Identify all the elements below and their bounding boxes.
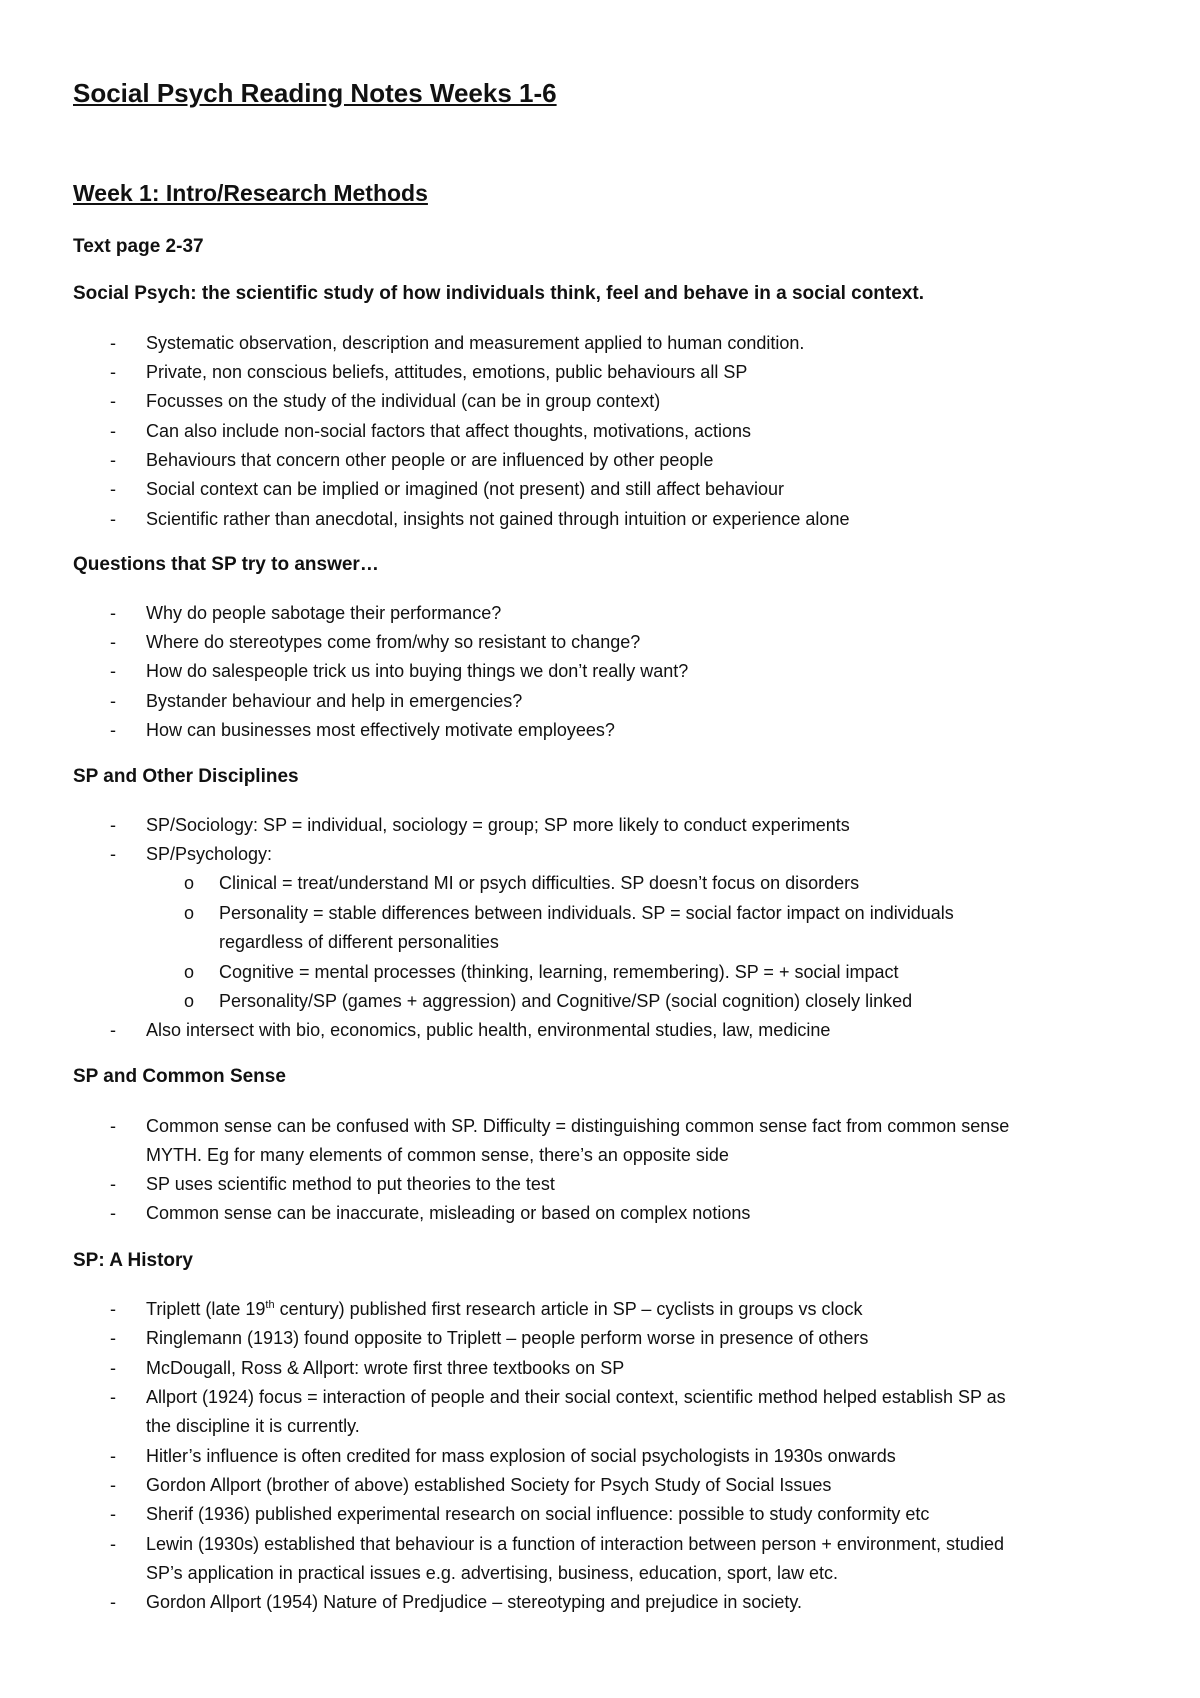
bullet-circle: o bbox=[184, 873, 195, 893]
bullet-dash: - bbox=[110, 1387, 116, 1407]
list-item: SP/Psychology: bbox=[146, 844, 273, 864]
list-item-continuation: MYTH. Eg for many elements of common sense, there’s an opposite side bbox=[146, 1145, 729, 1165]
list-item: Lewin (1930s) established that behaviour is a function of interaction between person + environment, studied bbox=[146, 1534, 1005, 1554]
bullet-dash: - bbox=[110, 509, 116, 529]
list-item: Common sense can be confused with SP. Difficulty = distinguishing common sense fact from common sense bbox=[146, 1116, 1010, 1136]
week-1-heading: Week 1: Intro/Research Methods bbox=[73, 180, 428, 206]
list-item: Can also include non-social factors that affect thoughts, motivations, actions bbox=[146, 421, 752, 441]
bullet-circle: o bbox=[184, 962, 195, 982]
text-page-reference: Text page 2-37 bbox=[73, 236, 204, 257]
triplett-text-end: century) published first research article in SP – cyclists in groups vs clock bbox=[274, 1299, 863, 1319]
list-item: Systematic observation, description and measurement applied to human condition. bbox=[146, 333, 805, 353]
bullet-dash: - bbox=[110, 815, 116, 835]
list-item: SP/Sociology: SP = individual, sociology = group; SP more likely to conduct experiments bbox=[146, 815, 850, 835]
bullet-dash: - bbox=[110, 1504, 116, 1524]
sub-list-item: Cognitive = mental processes (thinking, learning, remembering). SP = + social impact bbox=[219, 962, 899, 982]
definition-heading: Social Psych: the scientific study of how individuals think, feel and behave in a social context. bbox=[73, 283, 924, 304]
list-item-continuation: the discipline it is currently. bbox=[146, 1416, 360, 1436]
list-item-continuation: SP’s application in practical issues e.g. advertising, business, education, sport, law etc. bbox=[146, 1563, 839, 1583]
bullet-dash: - bbox=[110, 391, 116, 411]
list-item: Where do stereotypes come from/why so resistant to change? bbox=[146, 632, 641, 652]
history-heading: SP: A History bbox=[73, 1250, 194, 1271]
list-item: Allport (1924) focus = interaction of people and their social context, scientific method helped establish SP as bbox=[146, 1387, 1006, 1407]
list-item: SP uses scientific method to put theories to the test bbox=[146, 1174, 555, 1194]
bullet-dash: - bbox=[110, 1020, 116, 1040]
list-item: How do salespeople trick us into buying things we don’t really want? bbox=[146, 661, 689, 681]
bullet-dash: - bbox=[110, 661, 116, 681]
bullet-dash: - bbox=[110, 1534, 116, 1554]
bullet-dash: - bbox=[110, 450, 116, 470]
list-item: Hitler’s influence is often credited for mass explosion of social psychologists in 1930s onwards bbox=[146, 1446, 896, 1466]
list-item: Behaviours that concern other people or are influenced by other people bbox=[146, 450, 714, 470]
list-item: Gordon Allport (1954) Nature of Predjudice – stereotyping and prejudice in society. bbox=[146, 1592, 803, 1612]
bullet-dash: - bbox=[110, 691, 116, 711]
bullet-dash: - bbox=[110, 1446, 116, 1466]
bullet-dash: - bbox=[110, 1116, 116, 1136]
bullet-dash: - bbox=[110, 632, 116, 652]
bullet-dash: - bbox=[110, 844, 116, 864]
list-item: Scientific rather than anecdotal, insights not gained through intuition or experience alone bbox=[146, 509, 850, 529]
document-title: Social Psych Reading Notes Weeks 1-6 bbox=[73, 78, 557, 108]
list-item: Common sense can be inaccurate, misleading or based on complex notions bbox=[146, 1203, 751, 1223]
list-item: Social context can be implied or imagined (not present) and still affect behaviour bbox=[146, 479, 785, 499]
sub-list-item: Personality = stable differences between individuals. SP = social factor impact on individuals bbox=[219, 903, 954, 923]
bullet-dash: - bbox=[110, 1299, 116, 1319]
bullet-dash: - bbox=[110, 603, 116, 623]
sub-list-item: Clinical = treat/understand MI or psych difficulties. SP doesn’t focus on disorders bbox=[219, 873, 860, 893]
list-item: Ringlemann (1913) found opposite to Triplett – people perform worse in presence of others bbox=[146, 1328, 869, 1348]
common-sense-heading: SP and Common Sense bbox=[73, 1066, 286, 1087]
bullet-dash: - bbox=[110, 1203, 116, 1223]
sub-list-item: Personality/SP (games + aggression) and Cognitive/SP (social cognition) closely linked bbox=[219, 991, 913, 1011]
list-item: Why do people sabotage their performance? bbox=[146, 603, 502, 623]
bullet-dash: - bbox=[110, 1358, 116, 1378]
bullet-dash: - bbox=[110, 421, 116, 441]
bullet-dash: - bbox=[110, 1174, 116, 1194]
bullet-circle: o bbox=[184, 991, 195, 1011]
list-item: Also intersect with bio, economics, public health, environmental studies, law, medicine bbox=[146, 1020, 831, 1040]
bullet-dash: - bbox=[110, 1328, 116, 1348]
bullet-dash: - bbox=[110, 333, 116, 353]
sub-list-item-continuation: regardless of different personalities bbox=[219, 932, 499, 952]
triplett-text-start: Triplett (late 19 bbox=[146, 1299, 266, 1319]
list-item: Sherif (1936) published experimental research on social influence: possible to study conformity etc bbox=[146, 1504, 930, 1524]
bullet-dash: - bbox=[110, 720, 116, 740]
bullet-circle: o bbox=[184, 903, 195, 923]
bullet-dash: - bbox=[110, 1475, 116, 1495]
questions-heading: Questions that SP try to answer… bbox=[73, 554, 379, 575]
list-item: How can businesses most effectively motivate employees? bbox=[146, 720, 615, 740]
list-item: McDougall, Ross & Allport: wrote first three textbooks on SP bbox=[146, 1358, 625, 1378]
bullet-dash: - bbox=[110, 1592, 116, 1612]
list-item: Private, non conscious beliefs, attitudes, emotions, public behaviours all SP bbox=[146, 362, 748, 382]
list-item-triplett bbox=[146, 1298, 862, 1320]
list-item: Focusses on the study of the individual (can be in group context) bbox=[146, 391, 661, 411]
list-item: Gordon Allport (brother of above) established Society for Psych Study of Social Issues bbox=[146, 1475, 832, 1495]
superscript-th: th bbox=[265, 1299, 275, 1311]
list-item: Bystander behaviour and help in emergencies? bbox=[146, 691, 523, 711]
bullet-dash: - bbox=[110, 479, 116, 499]
disciplines-heading: SP and Other Disciplines bbox=[73, 766, 299, 787]
bullet-dash: - bbox=[110, 362, 116, 382]
